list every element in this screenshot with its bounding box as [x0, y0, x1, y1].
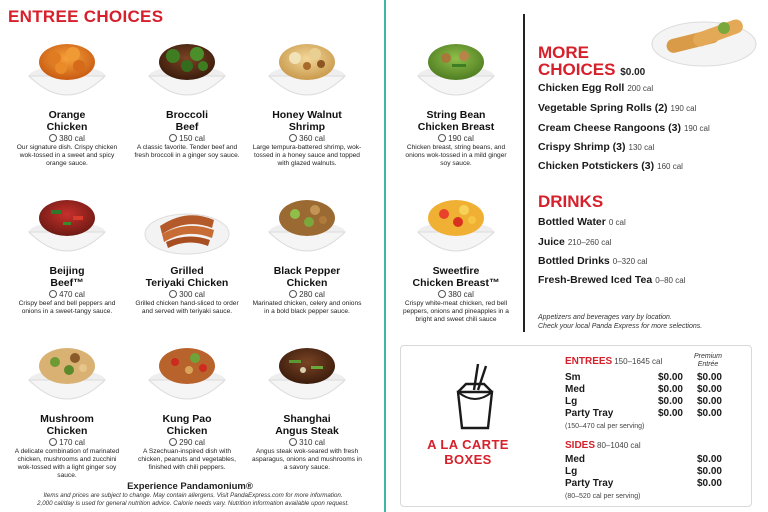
dish-grilled-teriyaki-chicken[interactable] [128, 192, 246, 316]
dish-calories: 310 cal [248, 438, 366, 447]
dish-description: Angus steak wok-seared with fresh asparagus, onions and mushrooms in a savory sauce. [252, 448, 362, 471]
more-item[interactable]: Chicken Potstickers (3) 160 cal [538, 160, 683, 172]
dish-calories: 360 cal [248, 134, 366, 143]
more-item[interactable]: Cream Cheese Rangoons (3) 190 cal [538, 122, 710, 134]
dish-black-pepper-chicken[interactable] [248, 192, 366, 316]
more-choices-title: MORE CHOICES $0.00 [538, 43, 646, 79]
entree-price: $0.00 [657, 408, 683, 419]
entree-size-row[interactable]: Med [565, 384, 585, 395]
dish-description: Marinated chicken, celery and onions in a bold black pepper sauce. [252, 300, 362, 315]
dish-calories: 300 cal [128, 290, 246, 299]
calorie-icon [438, 290, 446, 298]
dish-description: Our signature dish. Crispy chicken wok-tossed in a sweet and spicy orange sauce. [16, 144, 118, 167]
side-size-row[interactable]: Party Tray [565, 478, 614, 489]
sweetfire-chicken-bowl-icon [416, 192, 496, 262]
more-choices-price: $0.00 [620, 67, 646, 78]
orange-chicken-bowl-icon [27, 36, 107, 106]
more-item[interactable]: Crispy Shrimp (3) 130 cal [538, 141, 655, 153]
side-size-row[interactable]: Lg [565, 466, 578, 477]
dish-calories: 380 cal [397, 290, 515, 299]
entree-size-row[interactable]: Lg [565, 396, 578, 407]
entree-price: $0.00 [657, 384, 683, 395]
calorie-icon [289, 290, 297, 298]
side-price: $0.00 [696, 478, 722, 489]
dish-description: A classic favorite. Tender beef and fresh broccoli in a ginger soy sauce. [134, 144, 240, 159]
entrees-heading: ENTREES 150–1645 cal [565, 356, 663, 367]
premium-price: $0.00 [696, 408, 722, 419]
dish-name: Grilled Teriyaki Chicken [145, 265, 229, 289]
dish-name: Broccoli Beef [165, 109, 208, 133]
calorie-icon [438, 134, 446, 142]
broccoli-beef-bowl-icon [147, 36, 227, 106]
shanghai-angus-steak-bowl-icon [267, 340, 347, 410]
side-price: $0.00 [696, 466, 722, 477]
dish-calories: 170 cal [8, 438, 126, 447]
dish-description: Crispy beef and bell peppers and onions in a sweet-tangy sauce. [18, 300, 116, 315]
page-divider [384, 0, 386, 512]
calorie-icon [289, 438, 297, 446]
entree-choices-title: ENTREE CHOICES [8, 7, 164, 26]
dish-name: Orange Chicken [46, 109, 88, 133]
premium-price: $0.00 [696, 384, 722, 395]
calorie-icon [289, 134, 297, 142]
dish-beijing-beef[interactable] [8, 192, 126, 316]
dish-calories: 150 cal [128, 134, 246, 143]
entree-size-row[interactable]: Sm [565, 372, 581, 383]
dish-calories: 190 cal [397, 134, 515, 143]
calorie-icon [49, 290, 57, 298]
drink-item[interactable]: Bottled Drinks 0–320 cal [538, 255, 648, 267]
dish-name: Shanghai Angus Steak [275, 413, 339, 437]
dish-name: Black Pepper Chicken [273, 265, 341, 289]
drink-item[interactable]: Juice 210–260 cal [538, 236, 612, 248]
calorie-icon [49, 134, 57, 142]
section-divider-line [523, 14, 525, 332]
drinks-note: Appetizers and beverages vary by location. Check your local Panda Express for more selections. [538, 314, 703, 330]
drinks-title: DRINKS [538, 192, 604, 211]
side-price: $0.00 [696, 454, 722, 465]
disclaimer: Items and prices are subject to change. May contain allergens. Visit PandaExpress.com for more information. 2,000 cal/day is used for general nutrition advice. Calorie needs vary. Nutrition information available upon request. [37, 492, 349, 507]
dish-kung-pao-chicken[interactable] [128, 340, 246, 472]
dish-description: A Szechuan-inspired dish with chicken, peanuts and vegetables, finished with chili peppers. [138, 448, 236, 471]
dish-name: Honey Walnut Shrimp [272, 109, 342, 133]
kung-pao-chicken-bowl-icon [147, 340, 227, 410]
dish-description: Crispy white-meat chicken, red bell peppers, onions and pineapples in a bright and sweet chili sauce [403, 300, 509, 323]
sides-serving-note: (80–520 cal per serving) [565, 493, 641, 500]
dish-name: String Bean Chicken Breast [417, 109, 495, 133]
entree-size-row[interactable]: Party Tray [565, 408, 614, 419]
side-size-row[interactable]: Med [565, 454, 585, 465]
beijing-beef-bowl-icon [27, 192, 107, 262]
entree-price: $0.00 [657, 396, 683, 407]
a-la-carte-title: A LA CARTE BOXES [427, 437, 509, 467]
premium-entree-heading: Premium Entrée [693, 353, 722, 368]
dish-description: A delicate combination of marinated chicken, mushrooms and zucchini wok-tossed with a light ginger soy sauce. [14, 448, 120, 479]
premium-price: $0.00 [696, 396, 722, 407]
experience-pandamonium: Experience Pandamonium® [127, 481, 253, 492]
sides-heading: SIDES 80–1040 cal [565, 440, 641, 451]
premium-price: $0.00 [696, 372, 722, 383]
dish-calories: 290 cal [128, 438, 246, 447]
dish-sweetfire-chicken-breast[interactable] [397, 192, 515, 324]
more-item[interactable]: Vegetable Spring Rolls (2) 190 cal [538, 102, 697, 114]
dish-shanghai-angus-steak[interactable] [248, 340, 366, 472]
calorie-icon [169, 438, 177, 446]
dish-description: Grilled chicken hand-sliced to order and served with teriyaki sauce. [135, 300, 239, 315]
entree-price: $0.00 [657, 372, 683, 383]
more-item[interactable]: Chicken Egg Roll 200 cal [538, 82, 654, 94]
egg-roll-plate-icon [650, 8, 758, 68]
mushroom-chicken-bowl-icon [27, 340, 107, 410]
calorie-icon [169, 290, 177, 298]
dish-calories: 380 cal [8, 134, 126, 143]
dish-name: Beijing Beef™ [49, 265, 85, 289]
honey-walnut-shrimp-bowl-icon [267, 36, 347, 106]
string-bean-chicken-bowl-icon [416, 36, 496, 106]
black-pepper-chicken-bowl-icon [267, 192, 347, 262]
drink-item[interactable]: Bottled Water 0 cal [538, 216, 626, 228]
dish-broccoli-beef[interactable] [128, 36, 246, 160]
teriyaki-chicken-plate-icon [142, 192, 232, 262]
drink-item[interactable]: Fresh-Brewed Iced Tea 0–80 cal [538, 274, 686, 286]
dish-calories: 280 cal [248, 290, 366, 299]
dish-string-bean-chicken-breast[interactable] [397, 36, 515, 168]
dish-name: Mushroom Chicken [40, 413, 94, 437]
dish-calories: 470 cal [8, 290, 126, 299]
dish-description: Chicken breast, string beans, and onions wok-tossed in a mild ginger soy sauce. [405, 144, 507, 167]
takeout-box-icon [452, 362, 498, 432]
entree-serving-note: (150–470 cal per serving) [565, 423, 645, 430]
dish-name: Sweetfire Chicken Breast™ [412, 265, 500, 289]
dish-description: Large tempura-battered shrimp, wok-tossed in a honey sauce and topped with glazed walnuts. [252, 144, 362, 167]
dish-mushroom-chicken[interactable] [8, 340, 126, 480]
calorie-icon [169, 134, 177, 142]
dish-name: Kung Pao Chicken [162, 413, 212, 437]
dish-orange-chicken[interactable] [8, 36, 126, 168]
calorie-icon [49, 438, 57, 446]
dish-honey-walnut-shrimp[interactable] [248, 36, 366, 168]
